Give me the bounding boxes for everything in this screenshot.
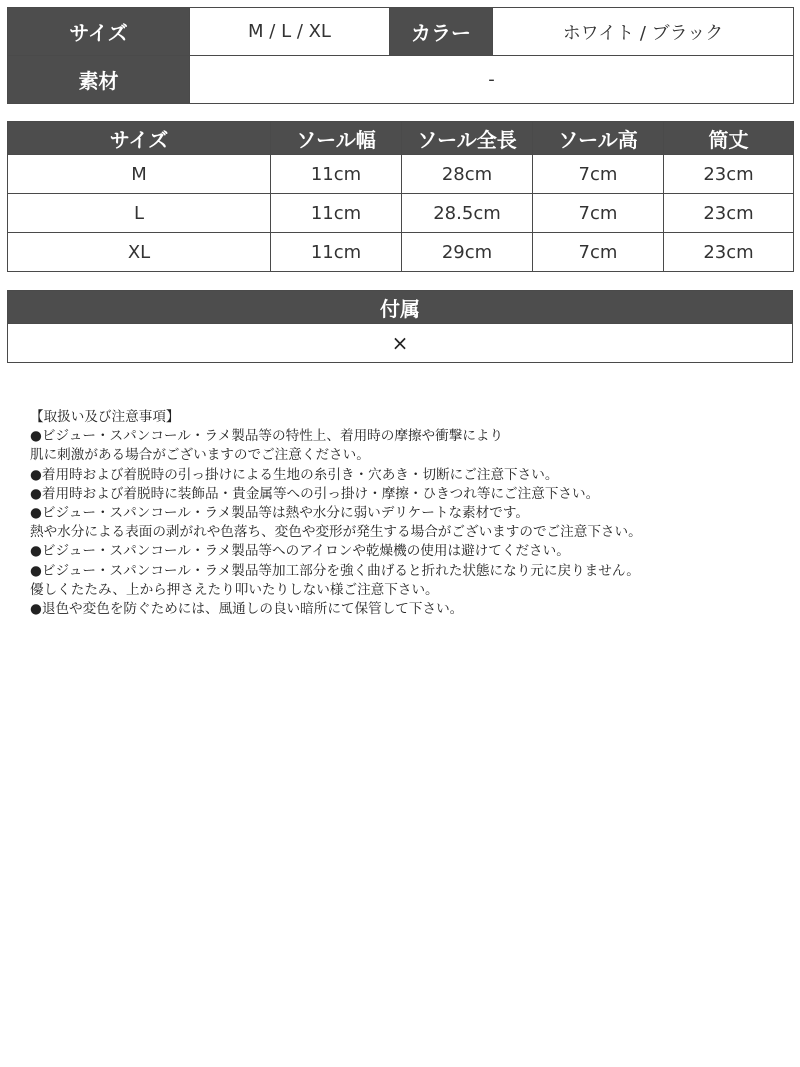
- basic-info-row-material: [8, 56, 794, 104]
- care-note-line: 優しくたたみ、上から押さえたり叩いたりしない様ご注意下さい。: [30, 581, 439, 598]
- size-table: [7, 121, 794, 272]
- table-cell: 11cm: [271, 194, 402, 233]
- accessories-value: ×: [8, 324, 793, 363]
- basic-info-row-size-color: [8, 8, 794, 56]
- accessories-header-row: [8, 291, 793, 324]
- size-table-header-row: [8, 122, 794, 155]
- table-cell: L: [8, 194, 271, 233]
- size-value: M / L / XL: [190, 8, 390, 56]
- accessories-table: [7, 290, 793, 363]
- care-note-line: 熱や水分による表面の剥がれや色落ち、変色や変形が発生する場合がございますのでご注意下さい。: [30, 524, 642, 541]
- care-note-line: ●着用時および着脱時の引っ掛けによる生地の糸引き・穴あき・切断にご注意下さい。: [30, 466, 559, 483]
- table-cell: 28cm: [402, 155, 533, 194]
- care-note-line: ●ビジュー・スパンコール・ラメ製品等は熱や水分に弱いデリケートな素材です。: [30, 505, 529, 522]
- table-cell: 28.5cm: [402, 194, 533, 233]
- care-note-line: ●着用時および着脱時に装飾品・貴金属等への引っ掛け・摩擦・ひきつれ等にご注意下さい。: [30, 485, 600, 502]
- accessories-label: 付属: [8, 291, 793, 324]
- table-cell: M: [8, 155, 271, 194]
- color-value: ホワイト / ブラック: [493, 8, 794, 56]
- size-table-header: サイズ: [8, 122, 271, 155]
- basic-info-table: [7, 7, 794, 104]
- color-label: カラー: [390, 8, 493, 56]
- care-note-line: 肌に刺激がある場合がございますのでご注意ください。: [30, 447, 370, 464]
- table-cell: 23cm: [664, 233, 794, 272]
- table-cell: 11cm: [271, 233, 402, 272]
- table-cell: 7cm: [533, 233, 664, 272]
- table-row: [8, 194, 794, 233]
- material-value: -: [190, 56, 794, 104]
- size-table-header: ソール幅: [271, 122, 402, 155]
- care-notes: [30, 408, 790, 619]
- care-note-line: ●退色や変色を防ぐためには、風通しの良い暗所にて保管して下さい。: [30, 601, 464, 618]
- accessories-value-row: [8, 324, 793, 363]
- table-cell: 23cm: [664, 155, 794, 194]
- table-cell: 11cm: [271, 155, 402, 194]
- table-cell: 7cm: [533, 155, 664, 194]
- size-table-header: 筒丈: [664, 122, 794, 155]
- material-label: 素材: [8, 56, 190, 104]
- size-label: サイズ: [8, 8, 190, 56]
- care-note-line: ●ビジュー・スパンコール・ラメ製品等の特性上、着用時の摩擦や衝撃により: [30, 428, 504, 445]
- table-cell: XL: [8, 233, 271, 272]
- size-table-header: ソール全長: [402, 122, 533, 155]
- care-notes-title: 【取扱い及び注意事項】: [30, 409, 180, 425]
- care-note-line: ●ビジュー・スパンコール・ラメ製品等へのアイロンや乾燥機の使用は避けてください。: [30, 543, 570, 560]
- table-cell: 7cm: [533, 194, 664, 233]
- table-cell: 23cm: [664, 194, 794, 233]
- size-table-header: ソール高: [533, 122, 664, 155]
- table-cell: 29cm: [402, 233, 533, 272]
- care-note-line: ●ビジュー・スパンコール・ラメ製品等加工部分を強く曲げると折れた状態になり元に戻りません。: [30, 562, 640, 579]
- table-row: [8, 233, 794, 272]
- table-row: [8, 155, 794, 194]
